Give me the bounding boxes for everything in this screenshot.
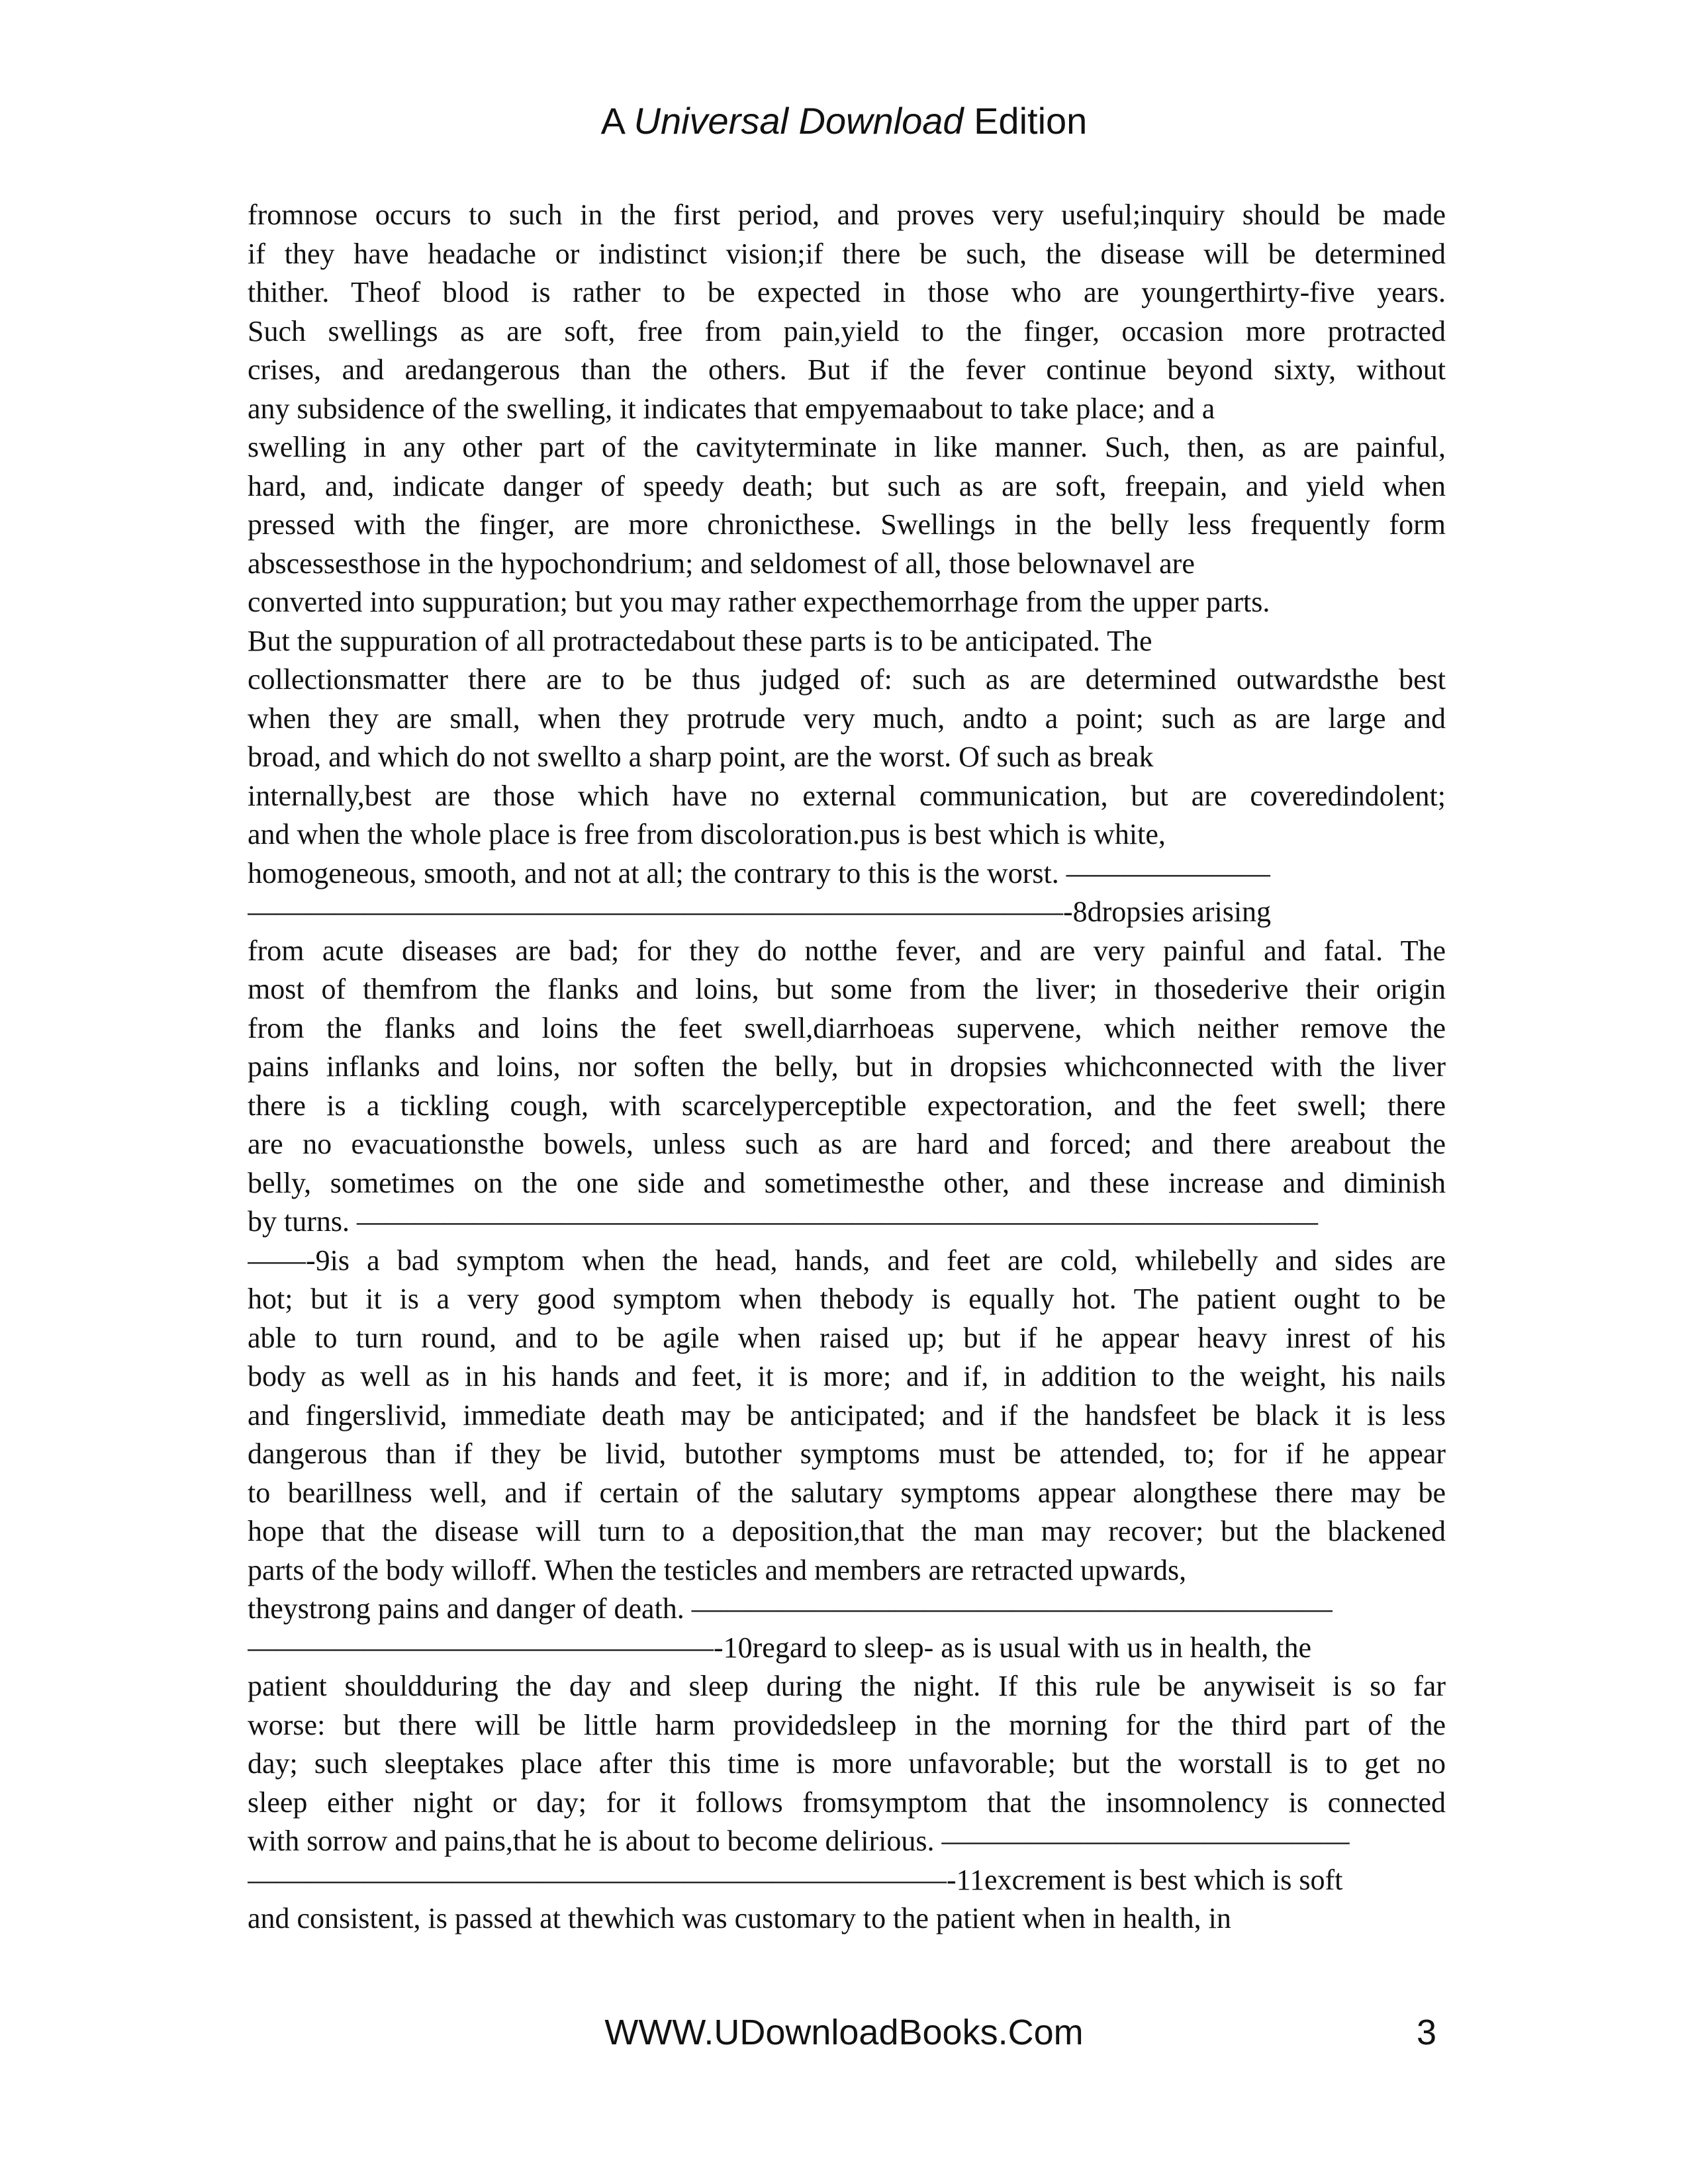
text-line: crises, and aredangerous than the others. But if the fever continue beyond sixty, without — [248, 353, 1446, 386]
footer-url: WWW.UDownloadBooks.Com — [604, 2013, 1084, 2052]
page-number: 3 — [1416, 2013, 1436, 2052]
running-header — [0, 99, 1688, 142]
text-line: any subsidence of the swelling, it indicates that empyemaabout to take place; and a — [248, 392, 1215, 425]
text-line: pains inflanks and loins, nor soften the belly, but in dropsies whichconnected with the liver — [248, 1050, 1446, 1083]
text-line: Such swellings as are soft, free from pain,yield to the finger, occasion more protracted — [248, 314, 1446, 347]
text-line: internally,best are those which have no external communication, but are coveredindolent; — [248, 779, 1446, 812]
text-line: But the suppuration of all protractedabout these parts is to be anticipated. The — [248, 624, 1152, 657]
text-line: ——-9is a bad symptom when the head, hands, and feet are cold, whilebelly and sides are — [248, 1244, 1446, 1277]
page-body — [248, 196, 1446, 1938]
text-line: parts of the body willoff. When the testicles and members are retracted upwards, — [248, 1553, 1187, 1586]
text-line: thither. Theof blood is rather to be expected in those who are youngerthirty-five years. — [248, 276, 1446, 308]
text-line: pressed with the finger, are more chronicthese. Swellings in the belly less frequently form — [248, 508, 1446, 541]
text-line: from acute diseases are bad; for they do notthe fever, and are very painful and fatal. The — [248, 934, 1446, 967]
text-line: body as well as in his hands and feet, it is more; and if, in addition to the weight, his nails — [248, 1360, 1446, 1392]
text-line: to bearillness well, and if certain of the salutary symptoms appear alongthese there may be — [248, 1476, 1446, 1509]
text-line: broad, and which do not swellto a sharp point, are the worst. Of such as break — [248, 741, 1154, 773]
text-line: sleep either night or day; for it follows fromsymptom that the insomnolency is connected — [248, 1786, 1446, 1819]
text-line: ————————————————————————————-8dropsies arising — [248, 895, 1272, 928]
text-line: if they have headache or indistinct vision;if there be such, the disease will be determined — [248, 237, 1446, 270]
text-line: able to turn round, and to be agile when raised up; but if he appear heavy inrest of his — [248, 1321, 1446, 1354]
text-line: from the flanks and loins the feet swell,diarrhoeas supervene, which neither remove the — [248, 1011, 1446, 1044]
text-line: hope that the disease will turn to a deposition,that the man may recover; but the blackened — [248, 1515, 1446, 1547]
text-line: when they are small, when they protrude very much, andto a point; such as are large and — [248, 702, 1446, 735]
text-line: there is a tickling cough, with scarcelyperceptible expectoration, and the feet swell; there — [248, 1089, 1446, 1122]
text-line: hot; but it is a very good symptom when thebody is equally hot. The patient ought to be — [248, 1283, 1446, 1315]
text-line: homogeneous, smooth, and not at all; the contrary to this is the worst. ——————— — [248, 856, 1270, 889]
text-line: and consistent, is passed at thewhich was customary to the patient when in health, in — [248, 1902, 1231, 1934]
text-line: theystrong pains and danger of death. —————————————————————— — [248, 1592, 1333, 1625]
header-suffix: Edition — [963, 100, 1088, 142]
text-line: with sorrow and pains,that he is about to become delirious. —————————————— — [248, 1825, 1350, 1857]
header-prefix: A — [600, 100, 634, 142]
text-line: collectionsmatter there are to be thus judged of: such as are determined outwardsthe best — [248, 663, 1446, 696]
text-line: patient shouldduring the day and sleep during the night. If this rule be anywiseit is so far — [248, 1670, 1446, 1702]
text-line: are no evacuationsthe bowels, unless such as are hard and forced; and there areabout the — [248, 1128, 1446, 1160]
text-line: hard, and, indicate danger of speedy death; but such as are soft, freepain, and yield when — [248, 469, 1446, 502]
text-line: worse: but there will be little harm providedsleep in the morning for the third part of the — [248, 1708, 1446, 1741]
header-emphasis: Universal Download — [633, 100, 964, 142]
text-line: by turns. ————————————————————————————————— — [248, 1205, 1318, 1238]
text-line: belly, sometimes on the one side and sometimesthe other, and these increase and diminish — [248, 1166, 1446, 1199]
text-line: fromnose occurs to such in the first period, and proves very useful;inquiry should be made — [248, 199, 1446, 231]
text-line: and when the whole place is free from discoloration.pus is best which is white, — [248, 818, 1166, 850]
text-line: most of themfrom the flanks and loins, but some from the liver; in thosederive their origin — [248, 973, 1446, 1005]
text-line: day; such sleeptakes place after this time is more unfavorable; but the worstall is to get no — [248, 1747, 1446, 1780]
text-line: ————————————————-10regard to sleep- as is usual with us in health, the — [248, 1631, 1312, 1664]
text-line: ————————————————————————-11excrement is best which is soft — [248, 1863, 1343, 1896]
text-line: dangerous than if they be livid, butother symptoms must be attended, to; for if he appear — [248, 1437, 1446, 1470]
text-line: converted into suppuration; but you may rather expecthemorrhage from the upper parts. — [248, 586, 1270, 618]
text-line: abscessesthose in the hypochondrium; and seldomest of all, those belownavel are — [248, 547, 1195, 580]
text-line: swelling in any other part of the cavityterminate in like manner. Such, then, as are painful, — [248, 431, 1446, 463]
text-line: and fingerslivid, immediate death may be anticipated; and if the handsfeet be black it is less — [248, 1398, 1446, 1432]
